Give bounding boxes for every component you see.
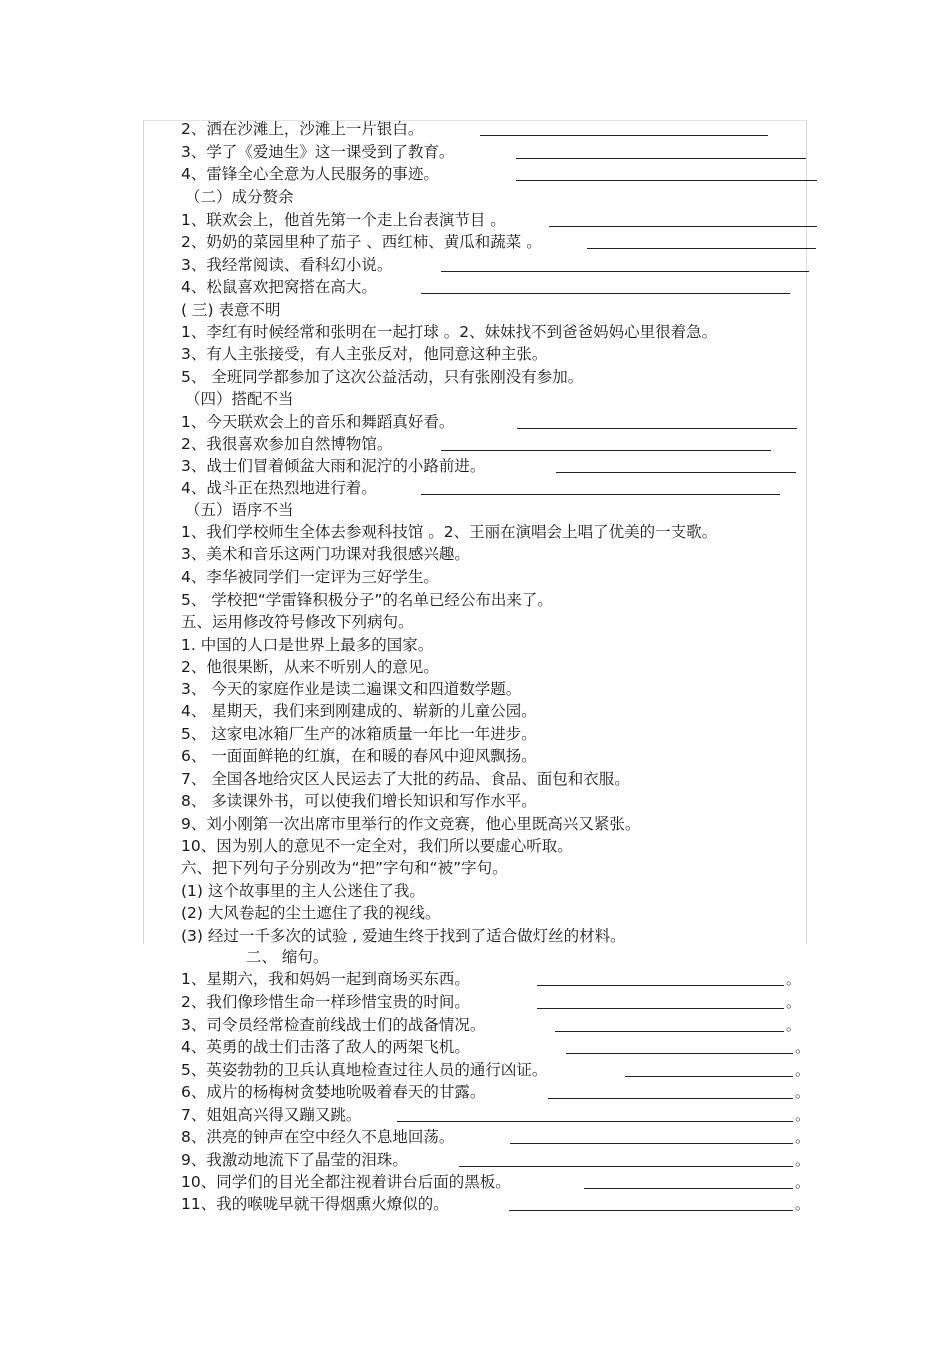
sentence-correction-sentence: （四）搭配不当 [185,390,294,408]
sentence-correction-sentence: 9、刘小刚第一次出席市里举行的作文竞赛，他心里既高兴又紧张。 [181,815,641,833]
sentence-correction-sentence: 8、 多读课外书，可以使我们增长知识和写作水平。 [181,792,537,810]
sentence-shortening-answer-line [566,1053,793,1054]
answer-period: 。 [795,1061,811,1079]
sentence-correction-answer-line [556,472,796,473]
sentence-shortening-sentence: 4、英勇的战士们击落了敌人的两架飞机。 [181,1038,470,1056]
sentence-correction-sentence: 7、 全国各地给灾区人民运去了大批的药品、食品、面包和衣服。 [181,770,630,788]
sentence-correction-sentence: 1. 中国的人口是世界上最多的国家。 [181,636,434,654]
sentence-correction-sentence: 4、 星期天，我们来到刚建成的、崭新的儿童公园。 [181,702,537,720]
sentence-correction-sentence: (3) 经过一千多次的试验 , 爱迪生终于找到了适合做灯丝的材料。 [181,927,626,945]
sentence-correction-sentence: 4、李华被同学们一定评为三好学生。 [181,568,439,586]
sentence-correction-answer-line [421,494,780,495]
sentence-correction-sentence: 五、运用修改符号修改下列病句。 [181,613,414,631]
page-frame-left [143,120,144,944]
sentence-correction-sentence: 1、我们学校师生全体去参观科技馆 。2、王丽在演唱会上唱了优美的一支歌。 [181,523,718,541]
sentence-correction-sentence: 2、我很喜欢参加自然博物馆。 [181,435,393,453]
sentence-correction-sentence: 2、洒在沙滩上，沙滩上一片银白。 [181,120,424,138]
sentence-correction-answer-line [517,428,797,429]
sentence-correction-sentence: (1) 这个故事里的主人公迷住了我。 [181,882,425,900]
sentence-correction-sentence: 6、 一面面鲜艳的红旗，在和暖的春风中迎风飘扬。 [181,747,537,765]
sentence-shortening-answer-line [509,1210,793,1211]
sentence-correction-sentence: 2、他很果断，从来不听别人的意见。 [181,658,439,676]
sentence-correction-answer-line [587,248,816,249]
sentence-shortening-sentence: 2、我们像珍惜生命一样珍惜宝贵的时间。 [181,993,470,1011]
sentence-correction-sentence: 4、松鼠喜欢把窝搭在高大。 [181,278,377,296]
sentence-shortening-answer-line [548,1098,793,1099]
sentence-correction-answer-line [549,226,817,227]
sentence-shortening-sentence: 5、英姿勃勃的卫兵认真地检查过往人员的通行凶证。 [181,1061,548,1079]
sentence-shortening-sentence: 二、 缩句。 [246,948,329,966]
answer-period: 。 [786,1016,802,1034]
sentence-shortening-answer-line [584,1188,793,1189]
sentence-correction-answer-line [480,135,768,136]
sentence-shortening-answer-line [459,1166,793,1167]
sentence-correction-sentence: 1、李红有时候经常和张明在一起打球 。2、妹妹找不到爸爸妈妈心里很着急。 [181,323,718,341]
sentence-correction-sentence: （二）成分赘余 [185,188,294,206]
answer-period: 。 [795,1038,811,1056]
answer-period: 。 [795,1151,811,1169]
sentence-correction-sentence: 5、 学校把“学雷锋积极分子”的名单已经公布出来了。 [181,591,553,609]
sentence-shortening-sentence: 1、星期六，我和妈妈一起到商场买东西。 [181,970,470,988]
sentence-correction-sentence: 3、学了《爱迪生》这一课受到了教育。 [181,143,455,161]
sentence-correction-answer-line [421,293,790,294]
sentence-shortening-sentence: 6、成片的杨梅树贪婪地吮吸着春天的甘露。 [181,1083,486,1101]
sentence-shortening-answer-line [625,1076,793,1077]
sentence-correction-sentence: 4、战斗正在热烈地进行着。 [181,479,377,497]
sentence-correction-answer-line [516,180,817,181]
sentence-correction-sentence: ( 三) 表意不明 [181,301,281,319]
sentence-correction-sentence: 3、美术和音乐这两门功课对我很感兴趣。 [181,545,470,563]
sentence-correction-sentence: 六、把下列句子分别改为“把”字句和“被”字句。 [181,859,508,877]
answer-period: 。 [795,1195,811,1213]
sentence-correction-sentence: 1、今天联欢会上的音乐和舞蹈真好看。 [181,413,455,431]
answer-period: 。 [795,1106,811,1124]
sentence-shortening-answer-line [510,1143,793,1144]
answer-period: 。 [795,1128,811,1146]
sentence-correction-answer-line [516,158,806,159]
sentence-shortening-sentence: 10、同学们的目光全都注视着讲台后面的黑板。 [181,1173,511,1191]
sentence-shortening-sentence: 7、姐姐高兴得又蹦又跳。 [181,1106,362,1124]
sentence-correction-sentence: 2、奶奶的菜园里种了茄子 、西红柿、黄瓜和蔬菜 。 [181,233,542,251]
sentence-correction-sentence: 3、有人主张接受，有人主张反对，他同意这种主张。 [181,345,548,363]
answer-period: 。 [795,1173,811,1191]
sentence-shortening-answer-line [397,1121,793,1122]
page-frame-right [806,120,807,944]
sentence-correction-sentence: 10、因为别人的意见不一定全对，我们所以要虚心听取。 [181,837,573,855]
sentence-correction-answer-line [441,271,809,272]
sentence-shortening-answer-line [537,1008,784,1009]
sentence-correction-sentence: （五）语序不当 [185,501,294,519]
sentence-shortening-sentence: 8、洪亮的钟声在空中经久不息地回荡。 [181,1128,455,1146]
sentence-shortening-sentence: 9、我激动地流下了晶莹的泪珠。 [181,1151,408,1169]
sentence-shortening-sentence: 3、司令员经常检查前线战士们的战备情况。 [181,1016,486,1034]
sentence-correction-sentence: 5、 全班同学都参加了这次公益活动，只有张刚没有参加。 [181,368,584,386]
sentence-correction-sentence: 1、联欢会上，他首先第一个走上台表演节目 。 [181,211,506,229]
sentence-correction-sentence: (2) 大风卷起的尘土遮住了我的视线。 [181,904,441,922]
answer-period: 。 [786,970,802,988]
sentence-shortening-answer-line [537,985,784,986]
sentence-shortening-answer-line [555,1031,784,1032]
sentence-correction-sentence: 5、 这家电冰箱厂生产的冰箱质量一年比一年进步。 [181,725,537,743]
sentence-correction-answer-line [441,450,771,451]
sentence-correction-sentence: 3、 今天的家庭作业是读二遍课文和四道数学题。 [181,680,522,698]
answer-period: 。 [795,1083,811,1101]
sentence-correction-sentence: 3、我经常阅读、看科幻小说。 [181,256,393,274]
sentence-correction-sentence: 3、战士们冒着倾盆大雨和泥泞的小路前进。 [181,457,486,475]
answer-period: 。 [786,993,802,1011]
sentence-shortening-sentence: 11、我的喉咙早就干得烟熏火燎似的。 [181,1195,449,1213]
sentence-correction-sentence: 4、雷锋全心全意为人民服务的事迹。 [181,165,439,183]
